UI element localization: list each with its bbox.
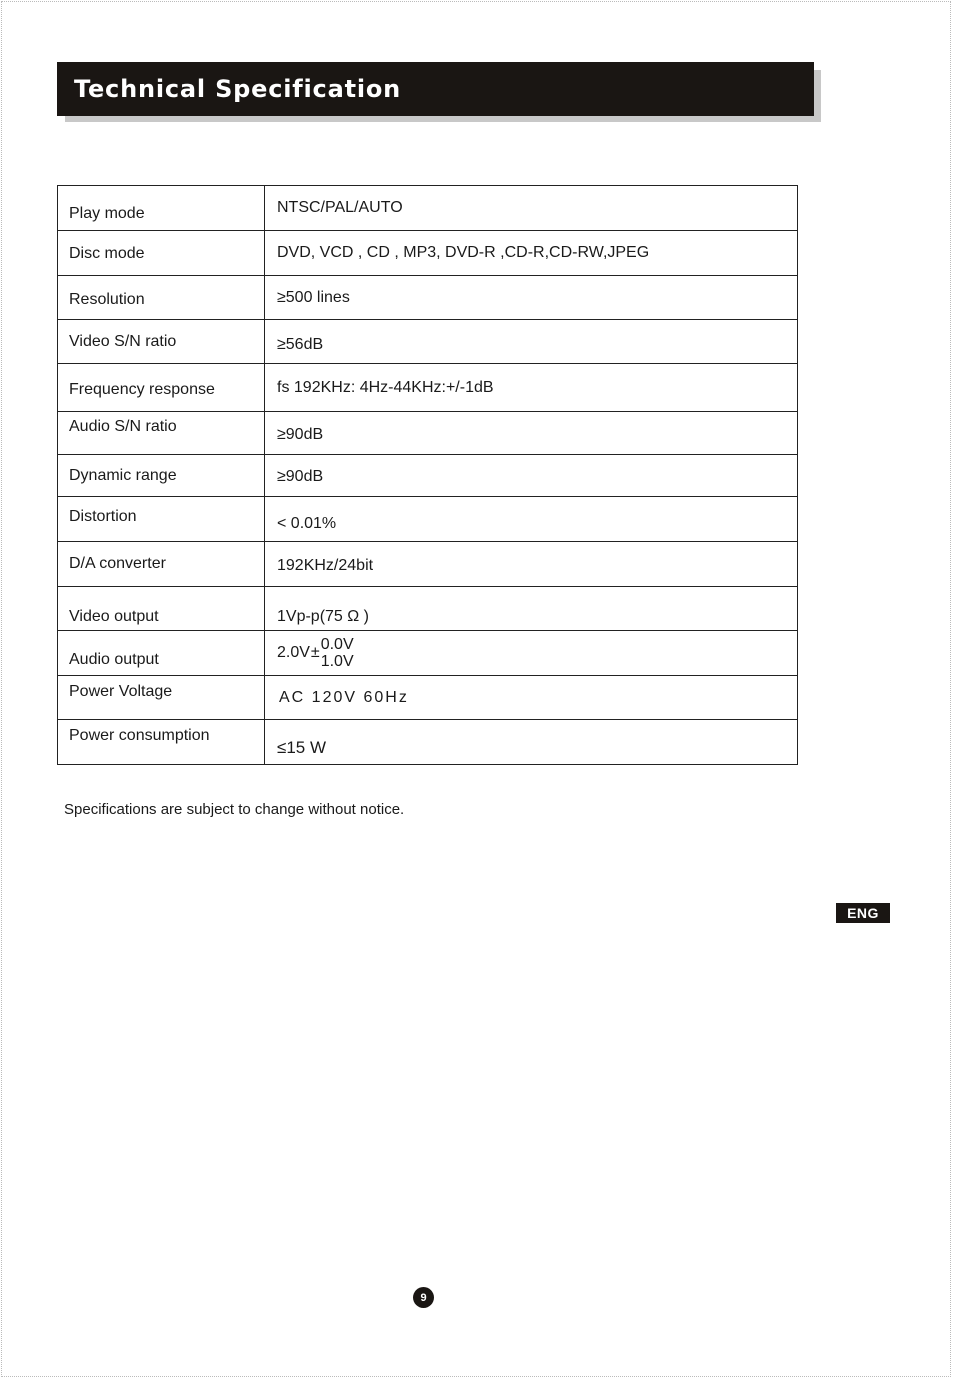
spec-label: Disc mode <box>58 231 265 276</box>
spec-label: Power Voltage <box>58 676 265 720</box>
spec-label: Video S/N ratio <box>58 320 265 364</box>
table-row <box>58 542 798 587</box>
table-row <box>58 186 798 231</box>
spec-label: Power consumption <box>58 720 265 765</box>
table-row <box>58 720 798 765</box>
spec-label: Frequency response <box>58 364 265 412</box>
spec-value: AC 120V 60Hz <box>265 676 798 720</box>
language-badge: ENG <box>836 903 890 923</box>
spec-label: D/A converter <box>58 542 265 587</box>
spec-value: ≤15 W <box>265 720 798 765</box>
spec-value: ≥90dB <box>265 455 798 497</box>
tolerance-lower: 1.0V <box>320 653 354 670</box>
spec-value <box>265 631 798 676</box>
table-row <box>58 587 798 631</box>
spec-value: fs 192KHz: 4Hz-44KHz:+/-1dB <box>265 364 798 412</box>
page-number: 9 <box>413 1287 434 1308</box>
spec-label: Distortion <box>58 497 265 542</box>
table-row <box>58 631 798 676</box>
spec-value: ≥56dB <box>265 320 798 364</box>
plus-minus-sign: ± <box>310 644 320 661</box>
spec-value: ≥500 lines <box>265 276 798 320</box>
title-bar <box>57 62 814 116</box>
spec-label: Resolution <box>58 276 265 320</box>
disclaimer-note: Specifications are subject to change without notice. <box>64 801 405 818</box>
table-row <box>58 412 798 455</box>
spec-label: Play mode <box>58 186 265 231</box>
table-row <box>58 455 798 497</box>
table-row <box>58 676 798 720</box>
table-row <box>58 276 798 320</box>
spec-value: ≥90dB <box>265 412 798 455</box>
audio-output-value: 2.0V ± 0.0V 1.0V <box>277 636 354 670</box>
spec-table <box>57 185 798 765</box>
spec-value: NTSC/PAL/AUTO <box>265 186 798 231</box>
spec-label: Dynamic range <box>58 455 265 497</box>
spec-value: DVD, VCD , CD , MP3, DVD-R ,CD-R,CD-RW,JPEG <box>265 231 798 276</box>
table-row <box>58 231 798 276</box>
page-title: Technical Specification <box>74 75 402 103</box>
spec-value: 192KHz/24bit <box>265 542 798 587</box>
tolerance-upper: 0.0V <box>320 636 354 653</box>
spec-label: Video output <box>58 587 265 631</box>
spec-label: Audio output <box>58 631 265 676</box>
table-row <box>58 364 798 412</box>
spec-value: 1Vp-p(75 Ω ) <box>265 587 798 631</box>
spec-label: Audio S/N ratio <box>58 412 265 455</box>
table-row <box>58 320 798 364</box>
table-row <box>58 497 798 542</box>
spec-value: < 0.01% <box>265 497 798 542</box>
